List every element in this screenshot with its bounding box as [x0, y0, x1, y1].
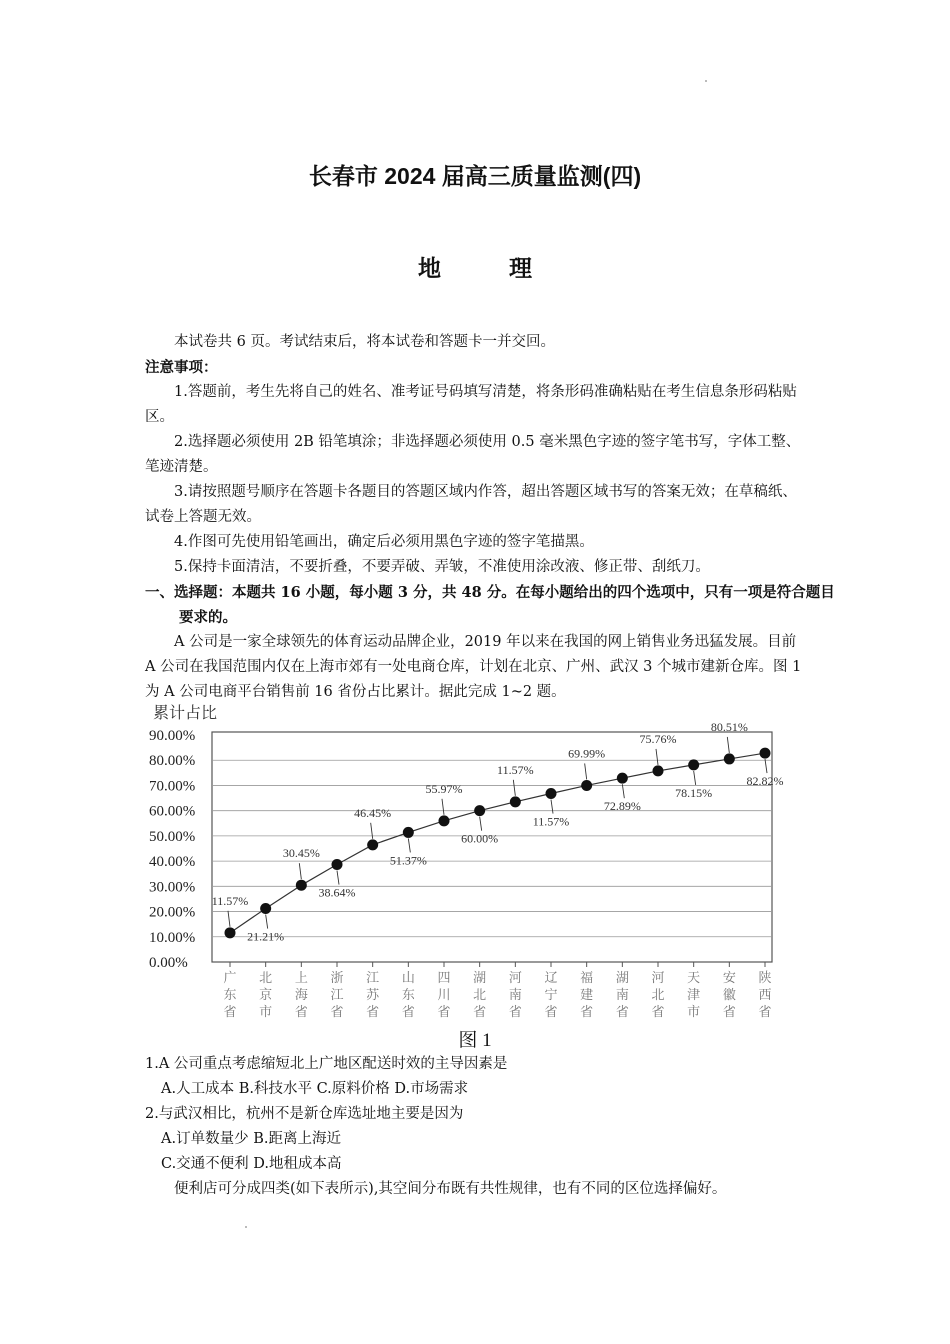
label-leader: [266, 915, 268, 929]
question-stem: 2.与武汉相比，杭州不是新仓库选址地主要是因为: [145, 1106, 464, 1122]
label-leader: [408, 838, 410, 852]
data-point: [439, 815, 450, 826]
data-point: [225, 927, 236, 938]
x-tick-label: 河北省: [651, 971, 665, 1020]
cumulative-share-chart: [145, 700, 785, 1050]
data-label: 82.82%: [746, 774, 784, 789]
data-label: 69.99%: [568, 746, 606, 761]
x-tick-label: 天津市: [687, 971, 701, 1020]
y-tick-label: 90.00%: [149, 728, 196, 744]
chart-svg: [145, 700, 785, 1025]
intro-text: 本试卷共 6 页。考试结束后，将本试卷和答题卡一并交回。: [174, 334, 555, 350]
label-leader: [337, 871, 339, 885]
label-leader: [585, 763, 587, 779]
data-point: [260, 903, 271, 914]
data-point: [617, 773, 628, 784]
question-options: A.订单数量少 B.距离上海近: [161, 1131, 341, 1147]
data-point: [760, 748, 771, 759]
label-leader: [765, 759, 767, 773]
y-tick-label: 30.00%: [149, 879, 196, 896]
data-label: 30.45%: [282, 846, 320, 861]
label-leader: [694, 771, 696, 785]
x-tick-label: 辽宁省: [544, 971, 558, 1020]
data-point: [581, 780, 592, 791]
x-tick-label: 湖南省: [615, 971, 629, 1020]
y-tick-label: 70.00%: [149, 778, 196, 795]
notice-item: 3.请按照题号顺序在答题卡各题目的答题区域内作答，超出答题区域书写的答案无效；在草稿纸、试卷上答题无效。: [145, 484, 797, 525]
question-options: A.人工成本 B.科技水平 C.原料价格 D.市场需求: [161, 1081, 469, 1097]
label-leader: [622, 784, 624, 798]
y-tick-label: 10.00%: [149, 929, 196, 946]
y-tick-label: 0.00%: [149, 955, 188, 971]
data-point: [653, 765, 664, 776]
data-point: [367, 839, 378, 850]
data-point: [688, 759, 699, 770]
label-leader: [551, 800, 553, 814]
y-tick-label: 60.00%: [149, 803, 196, 820]
notice-heading: 注意事项：: [145, 359, 218, 376]
label-leader: [442, 799, 444, 815]
data-point: [296, 880, 307, 891]
data-label: 60.00%: [461, 831, 499, 846]
data-label: 11.57%: [532, 814, 570, 829]
data-point: [474, 805, 485, 816]
data-label: 80.51%: [710, 719, 748, 734]
data-label: 46.45%: [354, 805, 392, 820]
data-label: 38.64%: [318, 885, 356, 900]
data-point: [332, 859, 343, 870]
x-tick-label: 江苏省: [366, 971, 380, 1020]
exam-title: 长春市 2024 届高三质量监测(四): [308, 163, 642, 189]
data-point: [546, 788, 557, 799]
y-tick-label: 50.00%: [149, 828, 196, 845]
label-leader: [727, 737, 729, 753]
x-tick-label: 北京市: [259, 971, 273, 1020]
label-leader: [371, 823, 373, 839]
label-leader: [228, 911, 230, 927]
scan-speck: [245, 1226, 247, 1228]
label-leader: [480, 817, 482, 831]
data-label: 55.97%: [425, 781, 463, 796]
data-label: 51.37%: [389, 853, 427, 868]
x-tick-label: 上海省: [294, 971, 308, 1020]
x-tick-label: 浙江省: [330, 971, 344, 1020]
data-label: 78.15%: [675, 785, 713, 800]
section-heading: 一、选择题：本题共 16 小题，每小题 3 分，共 48 分。在每小题给出的四个选项中，只有一项是符合题目要求的。: [145, 584, 835, 626]
data-label: 11.57%: [211, 893, 249, 908]
data-point: [403, 827, 414, 838]
notice-item: 2.选择题必须使用 2B 铅笔填涂；非选择题必须使用 0.5 毫米黑色字迹的签字笔书写，字体工整、笔迹清楚。: [145, 434, 801, 475]
y-tick-label: 20.00%: [149, 904, 196, 921]
notice-item: 1.答题前，考生先将自己的姓名、准考证号码填写清楚，将条形码准确粘贴在考生信息条形码粘贴区。: [145, 384, 797, 425]
data-label: 11.57%: [497, 762, 534, 777]
y-tick-label: 80.00%: [149, 753, 196, 770]
x-tick-label: 广东省: [223, 971, 237, 1020]
data-label: 75.76%: [639, 731, 677, 746]
x-tick-label: 安徽省: [722, 971, 736, 1020]
scan-speck: [705, 80, 707, 82]
closing-text: 便利店可分成四类(如下表所示),其空间分布既有共性规律，也有不同的区位选择偏好。: [174, 1181, 727, 1197]
passage-text: A 公司是一家全球领先的体育运动品牌企业，2019 年以来在我国的网上销售业务迅猛发展。目前 A 公司在我国范围内仅在上海市郊有一处电商仓库，计划在北京、广州、武汉 3 个城市建新仓库。图 1 为 A 公司电商平台销售前 16 省份占比累计。据此完成 1~2 题。: [145, 634, 802, 700]
data-label: 72.89%: [603, 799, 641, 814]
x-tick-label: 陕西省: [758, 971, 772, 1020]
x-tick-label: 山东省: [401, 971, 415, 1020]
label-leader: [513, 780, 515, 796]
data-point: [510, 796, 521, 807]
data-point: [724, 753, 735, 764]
label-leader: [656, 749, 658, 765]
label-leader: [299, 863, 301, 879]
x-tick-label: 福建省: [580, 971, 594, 1020]
question-stem: 1.A 公司重点考虑缩短北上广地区配送时效的主导因素是: [145, 1056, 508, 1072]
notice-item: 5.保持卡面清洁，不要折叠，不要弄破、弄皱，不准使用涂改液、修正带、刮纸刀。: [174, 559, 710, 575]
x-tick-label: 四川省: [437, 971, 451, 1020]
figure-caption: 图 1: [458, 1030, 492, 1051]
subject-title: 地 理: [417, 256, 562, 282]
notice-item: 4.作图可先使用铅笔画出，确定后必须用黑色字迹的签字笔描黑。: [174, 534, 594, 550]
data-label: 21.21%: [247, 929, 285, 944]
y-tick-label: 40.00%: [149, 854, 196, 871]
x-tick-label: 河南省: [508, 971, 522, 1020]
question-options: C.交通不便利 D.地租成本高: [161, 1156, 342, 1172]
y-axis-label: 累计占比: [153, 703, 218, 722]
x-tick-label: 湖北省: [473, 971, 487, 1020]
